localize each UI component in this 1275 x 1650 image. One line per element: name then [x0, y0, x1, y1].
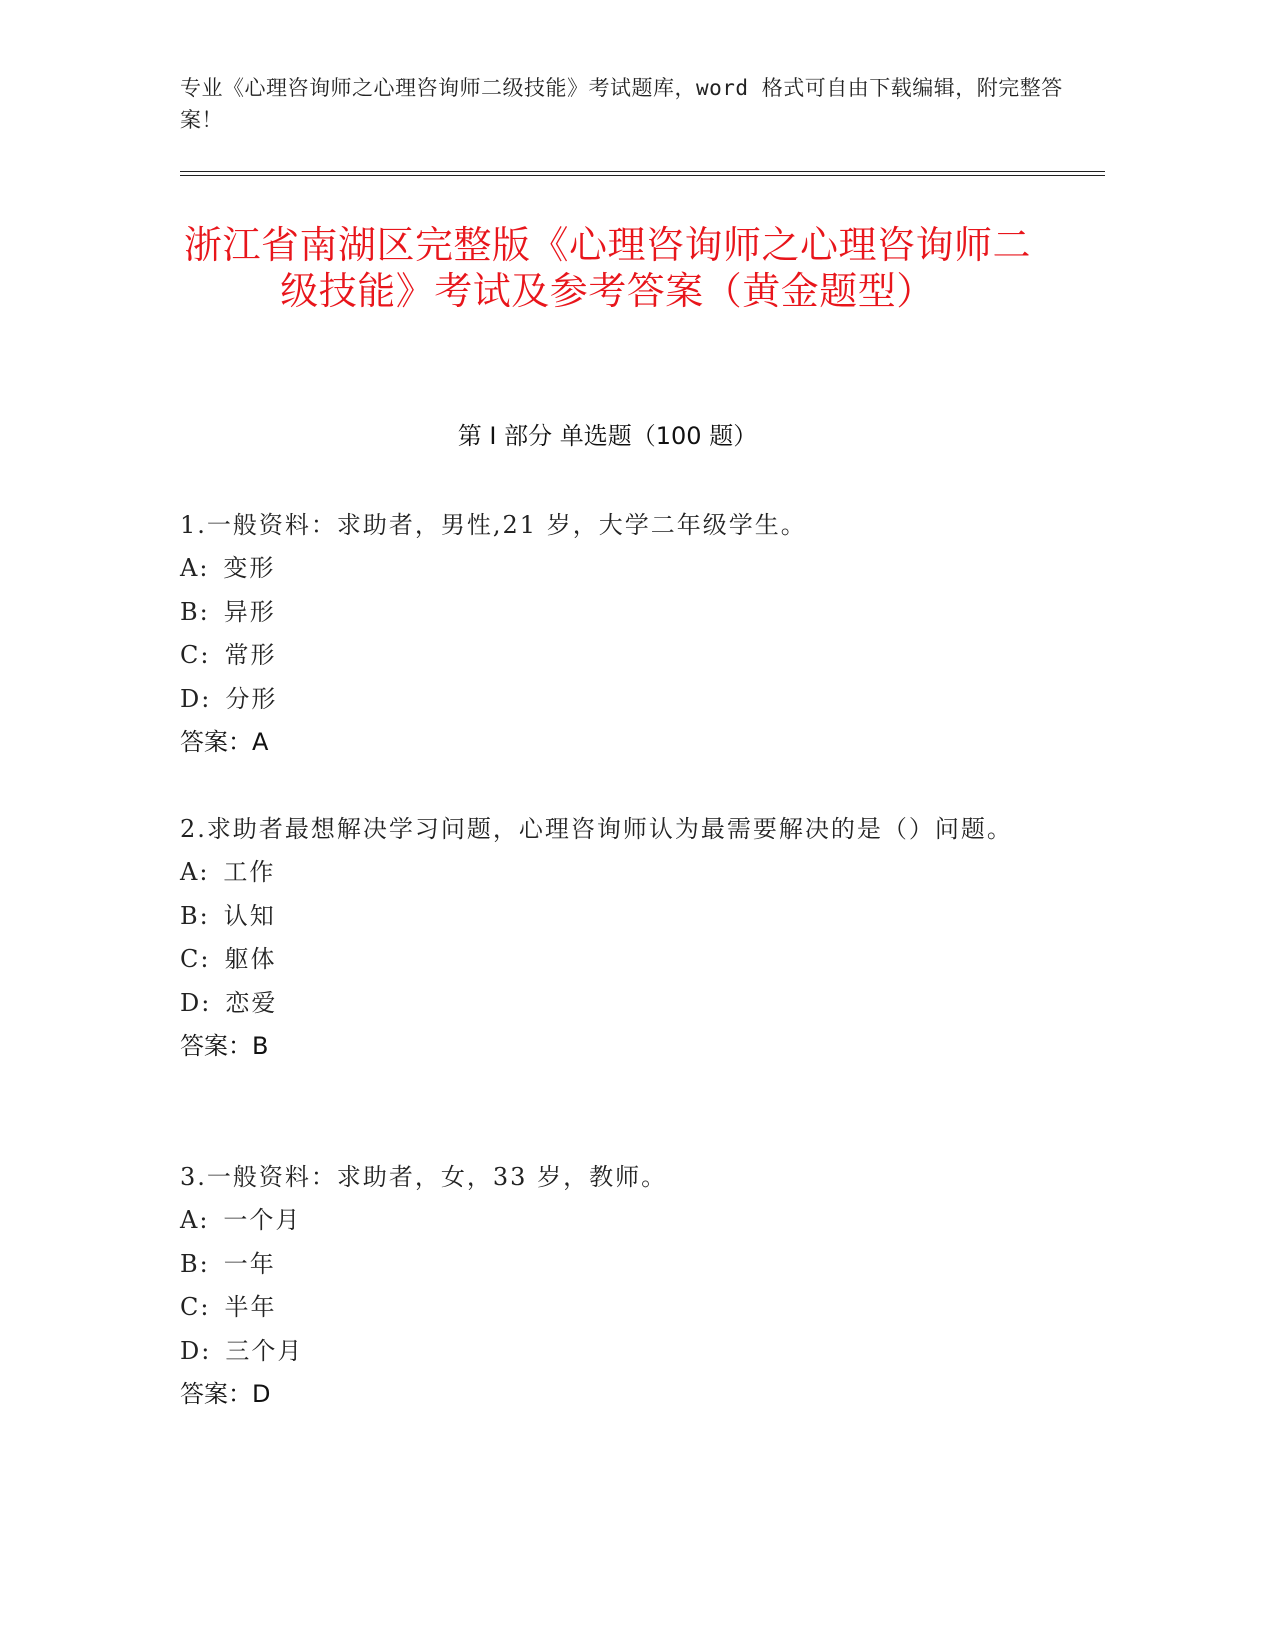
option-label: C:: [180, 641, 211, 669]
option-label: D:: [180, 988, 212, 1017]
option-label: C:: [180, 1293, 211, 1321]
option-text: 一年: [223, 1249, 276, 1278]
section-title: 第 I 部分 单选题（100 题）: [457, 422, 758, 450]
option-text: 恋爱: [225, 988, 278, 1017]
option-text: 半年: [224, 1293, 277, 1321]
document-title: 浙江省南湖区完整版《心理咨询师之心理咨询师二级技能》考试及参考答案（黄金题型）: [183, 223, 1031, 313]
option-b: [180, 591, 1020, 635]
header-note: 专业《心理咨询师之心理咨询师二级技能》考试题库，word 格式可自由下载编辑，附完整答案！: [180, 76, 1063, 132]
option-c: [180, 1286, 1020, 1330]
option-text: 分形: [225, 684, 278, 713]
question-1: [180, 504, 1020, 765]
option-text: 一个月: [223, 1206, 302, 1234]
option-label: B:: [180, 1249, 210, 1278]
answer: 答案：D: [180, 1380, 271, 1408]
option-label: C:: [180, 945, 211, 973]
option-b: [180, 895, 1020, 939]
option-text: 变形: [223, 554, 276, 582]
question-stem: 2.求助者最想解决学习问题，心理咨询师认为最需要解决的是（）问题。: [180, 815, 1013, 843]
question-3: [180, 1156, 1020, 1417]
option-text: 工作: [223, 858, 276, 886]
option-label: B:: [180, 901, 210, 930]
option-d: [180, 1330, 1020, 1374]
option-a: [180, 1199, 1020, 1243]
option-label: D:: [180, 684, 212, 713]
question-2: [180, 808, 1020, 1069]
header-divider-top: [180, 171, 1105, 172]
answer: 答案：A: [180, 728, 269, 756]
option-a: [180, 547, 1020, 591]
option-text: 三个月: [225, 1336, 304, 1365]
option-text: 认知: [223, 901, 276, 930]
question-stem: 3.一般资料：求助者，女，33 岁，教师。: [180, 1163, 668, 1191]
option-d: [180, 982, 1020, 1026]
option-label: A:: [180, 1206, 210, 1234]
option-label: A:: [180, 554, 210, 582]
option-d: [180, 678, 1020, 722]
option-text: 异形: [223, 597, 276, 626]
option-b: [180, 1243, 1020, 1287]
option-label: B:: [180, 597, 210, 626]
option-a: [180, 851, 1020, 895]
option-text: 常形: [224, 641, 277, 669]
answer: 答案：B: [180, 1032, 269, 1060]
question-stem: 1.一般资料：求助者，男性,21 岁，大学二年级学生。: [180, 511, 807, 539]
option-text: 躯体: [224, 945, 277, 973]
option-c: [180, 634, 1020, 678]
option-label: A:: [180, 858, 210, 886]
option-label: D:: [180, 1336, 212, 1365]
header-divider-bottom: [180, 175, 1105, 176]
option-c: [180, 938, 1020, 982]
